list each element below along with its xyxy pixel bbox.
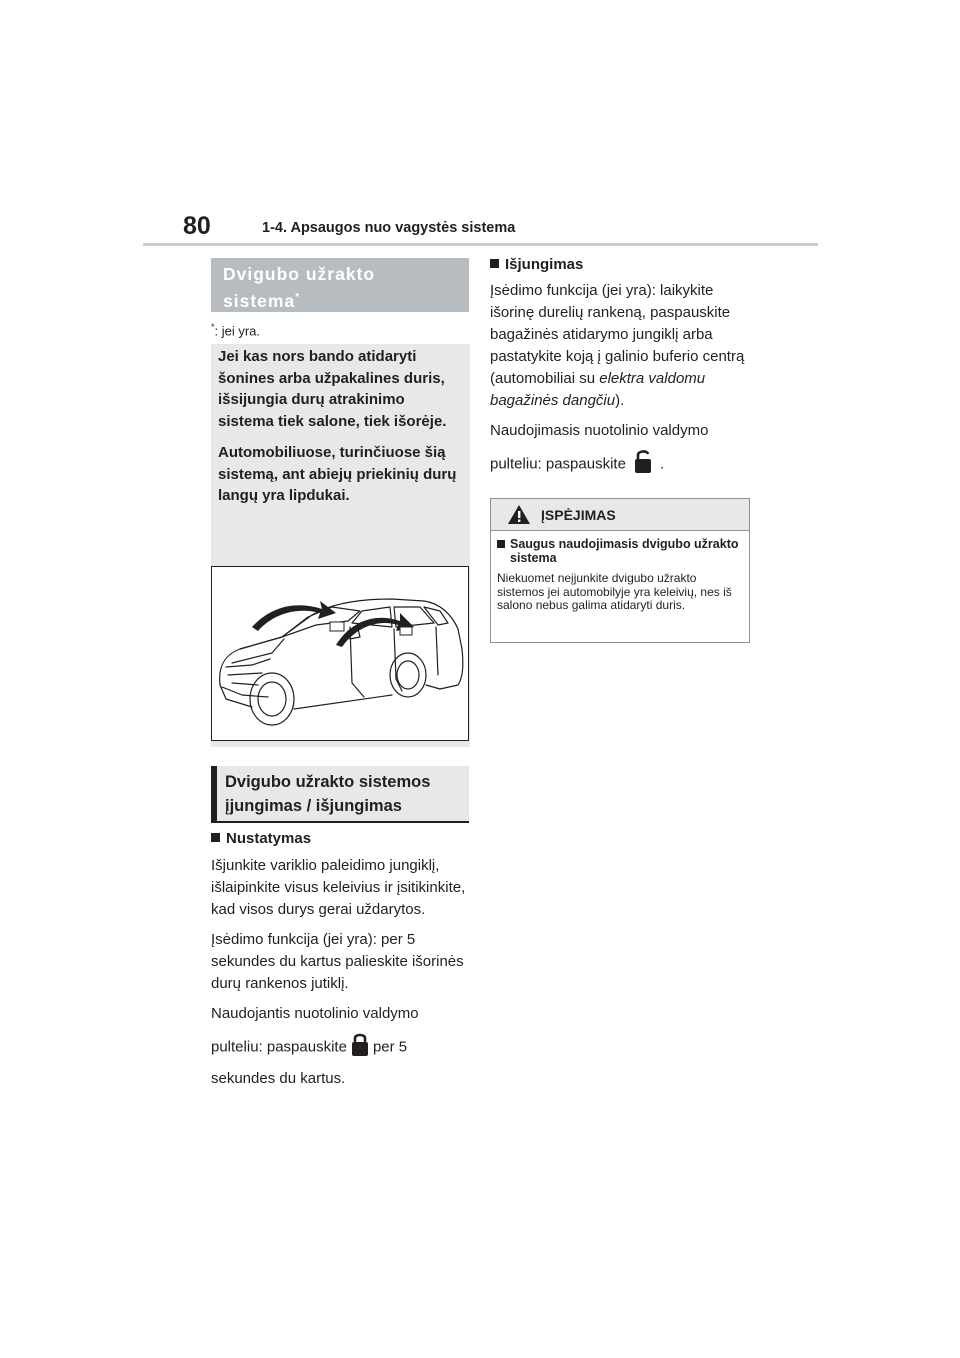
footnote-text: : jei yra. bbox=[214, 323, 261, 339]
bullet-square-icon bbox=[490, 259, 499, 268]
cancel-body bbox=[490, 280, 745, 481]
setting-paragraph-line: Naudojantis nuotolinio valdymo bbox=[211, 1005, 419, 1022]
subheading-setting bbox=[211, 830, 311, 847]
chapter-title: 1-4. Apsaugos nuo vagystės sistema bbox=[262, 220, 516, 236]
asterisk-mark: * bbox=[295, 292, 300, 303]
info-paragraph: Jei kas nors bando atidaryti šonines arba užpakalines duris, išsijungia durų atrakinimo sistema tiek salone, tiek išorėje. bbox=[218, 348, 447, 431]
setting-paragraph: Įsėdimo funkcija (jei yra): per 5 sekundes du kartus palieskite išorinės durų rankenos jutiklį. bbox=[211, 931, 464, 992]
warning-header bbox=[491, 499, 749, 531]
info-paragraph: Automobiliuose, turinčiuose šią sistemą, ant abiejų priekinių durų langų yra lipdukai. bbox=[218, 443, 457, 505]
subheading-cancel bbox=[490, 256, 583, 273]
car-illustration bbox=[211, 566, 469, 741]
remote-instruction-text: per 5 bbox=[372, 1038, 408, 1056]
setting-paragraph-line: sekundes du kartus. bbox=[211, 1070, 346, 1087]
warning-subheading-text: Saugus naudojimasis dvigubo užrakto sistema bbox=[510, 537, 739, 565]
lock-icon bbox=[351, 1031, 369, 1064]
warning-title: ĮSPĖJIMAS bbox=[541, 507, 616, 523]
header-divider bbox=[143, 243, 818, 246]
subheading-text: Išjungimas bbox=[505, 256, 584, 273]
warning-text: Niekuomet neįjunkite dvigubo užrakto sistemos jei automobilyje yra keleivių, nes iš salono nebus galima atidaryti duris. bbox=[497, 571, 732, 612]
unlock-icon bbox=[634, 448, 652, 481]
bullet-square-icon bbox=[211, 833, 220, 842]
car-locked-doors-illustration bbox=[212, 567, 468, 740]
setting-paragraph-line bbox=[211, 1031, 466, 1064]
section-title-enable-disable: Dvigubo užrakto sistemos įjungimas / išjungimas bbox=[211, 766, 469, 823]
warning-subheading bbox=[497, 537, 743, 565]
bullet-square-icon bbox=[497, 540, 505, 548]
cancel-text: Įsėdimo funkcija (jei yra): laikykite išorinę durelių rankeną, paspauskite bagažinės atidarymo jungiklį arba pastatykite koją į galinio buferio centrą (automobiliai su bbox=[490, 282, 745, 387]
remote-instruction-text: . bbox=[659, 455, 665, 473]
remote-instruction-text: pulteliu: paspauskite bbox=[490, 455, 626, 473]
subheading-text: Nustatymas bbox=[226, 830, 312, 847]
section-title-text: Dvigubo užrakto sistema bbox=[223, 264, 376, 311]
cancel-paragraph-line: Naudojimasis nuotolinio valdymo bbox=[490, 422, 709, 439]
warning-box bbox=[490, 498, 750, 643]
cancel-paragraph-line bbox=[490, 448, 745, 481]
footnote-mark: * bbox=[211, 322, 215, 332]
page-number: 80 bbox=[183, 212, 211, 240]
setting-paragraph: Išjunkite variklio paleidimo jungiklį, išlaipinkite visus keleivius ir įsitikinkite, kad visos durys gerai uždarytos. bbox=[211, 857, 466, 918]
cancel-italic-text: elektra valdomu bagažinės dangčiu bbox=[490, 370, 706, 409]
remote-instruction-text: pulteliu: paspauskite bbox=[211, 1038, 347, 1056]
warning-triangle-icon bbox=[507, 504, 531, 530]
section-title-double-lock bbox=[211, 258, 469, 312]
cancel-paragraph bbox=[490, 280, 745, 412]
footnote bbox=[211, 322, 260, 338]
cancel-text: ). bbox=[615, 392, 625, 409]
setting-body bbox=[211, 855, 466, 1098]
